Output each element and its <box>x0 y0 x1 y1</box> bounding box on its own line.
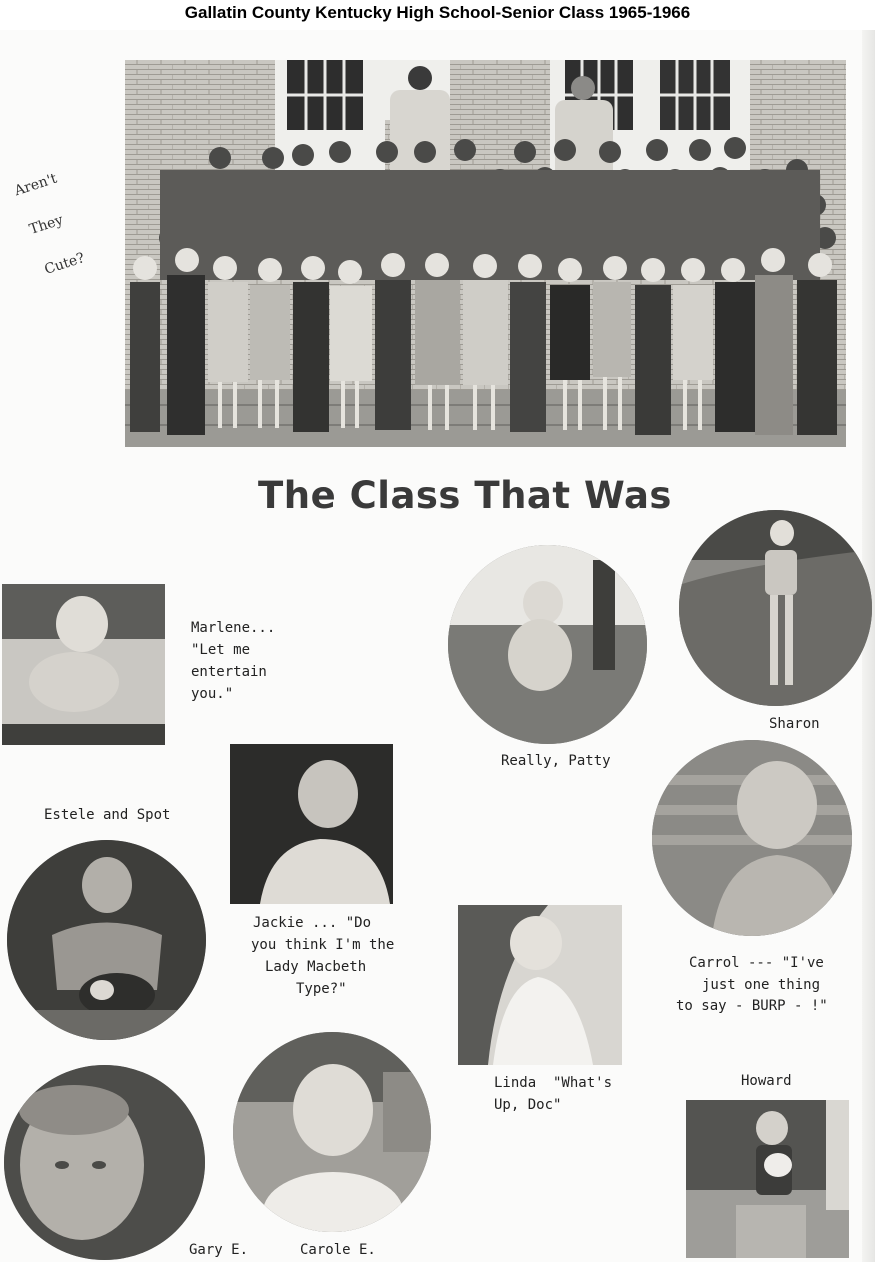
caption-carrol-3: to say - BURP - !" <box>676 998 828 1014</box>
caption-marlene-3: entertain <box>191 664 267 680</box>
caption-carole: Carole E. <box>300 1242 376 1258</box>
caption-jackie-1: Jackie ... "Do <box>253 915 372 931</box>
class-group-photo <box>125 60 846 447</box>
side-caption-arent: Aren't <box>12 170 59 200</box>
side-caption-cute: Cute? <box>42 250 87 278</box>
child-photo-sharon <box>679 510 872 706</box>
baby-photo-carrol <box>652 740 852 936</box>
caption-carrol-1: Carrol --- "I've <box>689 955 824 971</box>
baby-photo-jackie <box>230 744 393 904</box>
caption-linda-1: Linda "What's <box>494 1075 613 1091</box>
baby-photo-patty <box>448 545 647 744</box>
caption-marlene-4: you." <box>191 686 234 702</box>
section-heading: The Class That Was <box>258 474 672 517</box>
caption-linda-2: Up, Doc" <box>494 1097 562 1113</box>
child-photo-howard <box>686 1100 849 1258</box>
caption-howard: Howard <box>741 1073 792 1089</box>
caption-jackie-2: you think I'm the <box>251 937 395 953</box>
child-photo-gary <box>4 1065 205 1260</box>
caption-jackie-3: Lady Macbeth <box>265 959 367 975</box>
caption-carrol-2: just one thing <box>702 977 821 993</box>
caption-gary: Gary E. <box>189 1242 249 1258</box>
caption-jackie-4: Type?" <box>296 981 347 997</box>
side-caption-they: They <box>27 212 66 238</box>
caption-estele: Estele and Spot <box>44 807 171 823</box>
page-header: Gallatin County Kentucky High School-Senior Class 1965-1966 <box>0 0 875 30</box>
child-photo-estele <box>7 840 206 1040</box>
baby-photo-carole <box>233 1032 431 1232</box>
baby-photo-linda <box>458 905 622 1065</box>
caption-sharon: Sharon <box>769 716 820 732</box>
caption-marlene-1: Marlene... <box>191 620 276 636</box>
caption-patty: Really, Patty <box>501 753 611 769</box>
baby-photo-marlene <box>2 584 165 745</box>
caption-marlene-2: "Let me <box>191 642 251 658</box>
